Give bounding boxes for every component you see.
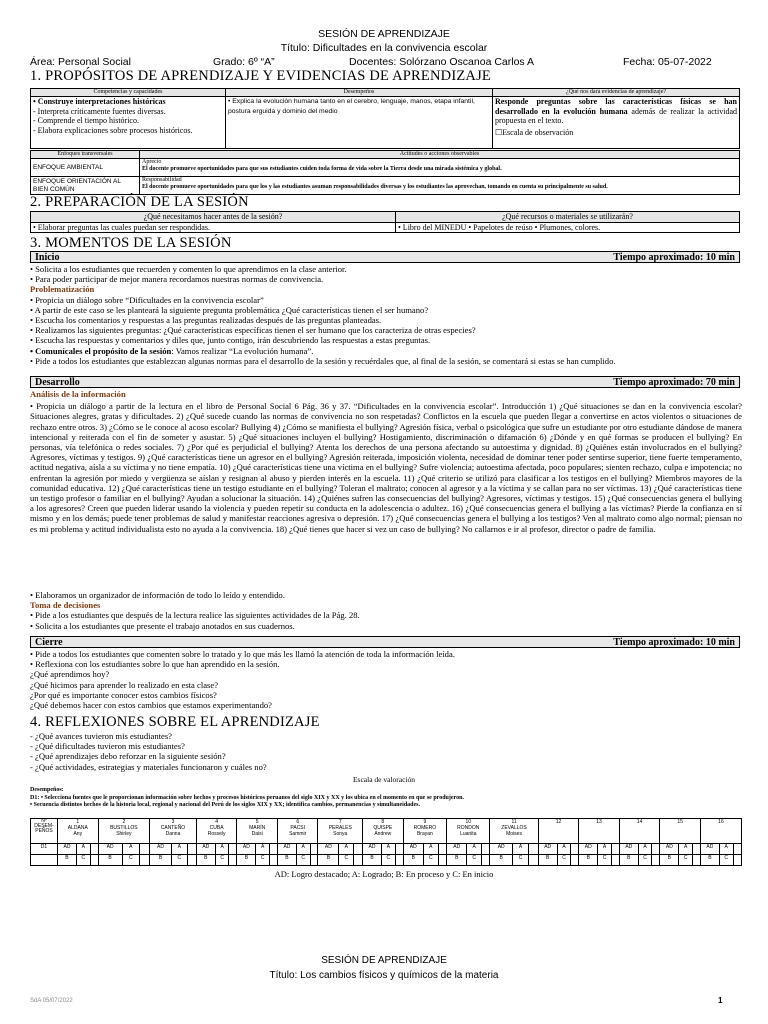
desarrollo-content: [30, 389, 742, 534]
toma-heading: Toma de decisiones: [30, 600, 101, 611]
score-cell: B: [150, 855, 172, 866]
toma-line: • Solicita a los estudiantes que presente el trabajo anotados en sus cuadernos.: [30, 620, 295, 631]
evidencias-cell: [493, 97, 740, 149]
score-cell: C: [557, 855, 571, 866]
score-cell: [90, 844, 98, 855]
escala-title: Escala de valoración: [352, 775, 416, 784]
score-cell: A: [256, 844, 270, 855]
student-firstname: Rossely: [207, 831, 226, 837]
student-header: [318, 819, 363, 844]
student-header: [58, 819, 99, 844]
student-header: [700, 819, 741, 844]
student-number: 15: [677, 819, 683, 825]
score-cell: B: [403, 855, 423, 866]
dev-paragraph: • Propicia un diálogo a partir de la lectura en el libro de Personal Social 6 Pág. 36 y 37. “Dificultades en la convivencia escolar”. Introducción 1) ¿Qué situaciones se dan en la convivencia escolar? Situaciones alegres, gratas y dificultades. 2) ¿Qué sucede cuando las normas de convivencia no son respetadas? Conflictos en la escuela que pueden llegar a convertirse en actos violentos o situaciones de rechazo entre otros. 3) ¿Cómo se le conoce al acoso escolar? Bullying 4) ¿Cómo se manifiesta el bullying? Agresión física, verbal o psicológica que sufre un estudiante por otro estudiante dándose de manera intencional y reiterada con el fin de someter y asustar. 5) ¿Qué situaciones incluyen el bullying? Hostigamiento, discriminación o difamación 6) ¿Dónde y en qué formas se producen el bullying? En personas, vía telefónica o redes sociales. 7) ¿Por qué es perjudicial el bullying? Atenta los derechos de una persona afectando su autoestima y dignidad. 8) ¿Quiénes están involucrados en el bullying? Agresores, víctimas y testigos. 9) ¿Qué características tiene un agresor en el bullying? Agresión reiterada, imposición violenta, necesidad de dominar tener poder sentirse superior, tiene fuerte temperamento, actitud negativa, aísla a su víctima y no tiene empatía. 10) ¿Qué características tiene una víctima en el bullying? Sufre violencia; autoestima afectada, poco populares; sienten rechazo, culpa e impotencia; no enfrentan la agresión por miedo y vergüenza se aíslan y resignan al abuso y pierden interés en la escuela. 11) ¿Qué criterio se utilizó para clasificar a los testigos en el bullying? Miembros mayores de la comunidad educativa. 12) ¿Qué características tiene un testigo estudiante en el bullying? Toleran el maltrato; conocen al agresor y a la víctima y se callan para no ser víctimas. 13) ¿Qué características tiene un testigo profesor o familiar en el bullying? Ayudan a solucionar la situación. 14) ¿Quiénes sufren las consecuencias del bullying? Agresores, víctimas y testigos. 15) ¿Qué consecuencias genera el bullying a los agresores? Creen que pueden liderar usando la violencia y pueden repetir su conducta en la adolescencia o adultez. 16) ¿Qué consecuencias genera el bullying a las víctimas? Pierde la confianza en sí mismo y en los demás; puede tener problemas de salud y manifestar reacciones agresiva o depresión. 17) ¿Qué consecuencias genera el bullying a los testigos? Ven al maltrato como algo normal; piensan no es mi problema y actitud individualista esto no ayuda a la convivencia. 18) ¿Qué tienes que hacer si vez un caso de bullying? No callarnos e ir al profesor, director o padre de familia.: [30, 401, 742, 534]
score-cell: A: [467, 844, 482, 855]
student-number: 4: [215, 819, 218, 825]
score-cell: A: [679, 844, 693, 855]
area-label: Área: Personal Social: [30, 56, 131, 68]
score-row-label: [31, 855, 58, 866]
student-firstname: Luanita: [460, 831, 477, 837]
score-cell: AD: [447, 844, 467, 855]
competencias-cell: [31, 97, 226, 149]
capacidad-item: - Comprende el tiempo histórico.: [33, 116, 139, 125]
organizador-line: • Elaboramos un organizador de información de todo lo leído y entendido.: [30, 590, 285, 600]
score-cell: B: [660, 855, 679, 866]
problematizacion-heading: Problematización: [30, 284, 95, 295]
evidencia-bold: Responde preguntas sobre las características físicas se han desarrollado en la evolución humana: [495, 97, 737, 116]
score-cell: B: [363, 855, 382, 866]
score-cell: A: [381, 844, 395, 855]
score-cell: [692, 844, 700, 855]
reflexion-line: - ¿Qué actividades, estrategias y materiales funcionaron y cuáles no?: [30, 761, 267, 772]
score-cell: B: [579, 855, 598, 866]
grade-label: Grado: 6º “A”: [213, 56, 275, 68]
score-cell: [733, 855, 741, 866]
score-cell: [229, 855, 237, 866]
col-enfoques: Enfoques transversales: [31, 151, 140, 159]
student-surname: PERALES: [328, 825, 352, 831]
student-surname: PACSI: [290, 825, 306, 831]
score-cell: [733, 844, 741, 855]
capacidad-item: - Elabora explicaciones sobre procesos históricos.: [33, 125, 193, 135]
page-number: 1: [718, 996, 723, 1005]
inicio-bar: [30, 251, 740, 263]
score-cell: AD: [660, 844, 679, 855]
student-header: [237, 819, 278, 844]
student-header: [150, 819, 197, 844]
competencia-title: • Construye interpretaciones históricas: [33, 97, 166, 106]
student-number: 9: [423, 819, 427, 825]
student-header: [619, 819, 660, 844]
score-body: [31, 819, 742, 866]
normas-line: • Pide a todos los estudiantes que establezcan algunas normas para el desarrollo de la sesión y recuérdales que, al final de la sesión, se comentará si estas se han cumplido.: [30, 355, 616, 366]
prob-line: • Propicia un diálogo sobre “Dificultades en la convivencia escolar”: [30, 294, 264, 305]
score-cell: [354, 844, 363, 855]
student-number: 5: [255, 819, 259, 825]
student-firstname: Shirley: [116, 831, 132, 837]
section-4-heading: 4. REFLEXIONES SOBRE EL APRENDIZAJE: [30, 714, 320, 730]
score-cell: B: [318, 855, 339, 866]
session-label: SESIÓN DE APRENDIZAJE: [318, 28, 450, 40]
score-cell: A: [171, 844, 187, 855]
bien-text: El docente promueve oportunidades para que los y las estudiantes asuman responsabilidades diversas y los estudiantes las aprovechan, tomando en cuenta su principalmente su salud.: [142, 184, 608, 190]
prep-question-2: ¿Qué recursos o materiales se utilizarán?: [396, 212, 740, 223]
score-cell: [529, 844, 538, 855]
score-cell: B: [237, 855, 256, 866]
student-number: 2: [122, 819, 126, 825]
score-cell: B: [700, 855, 719, 866]
date-label: Fecha: 05-07-2022: [623, 56, 712, 68]
inicio-line: • Para poder participar de mejor manera recordamos nuestras normas de convivencia.: [30, 274, 324, 285]
score-cell: C: [215, 855, 229, 866]
score-cell: C: [256, 855, 270, 866]
score-cell: [140, 855, 150, 866]
score-cell: AD: [700, 844, 719, 855]
reflexion-line: - ¿Qué dificultades tuvieron mis estudiantes?: [30, 741, 185, 752]
score-cell: [529, 855, 538, 866]
score-cell: AD: [98, 844, 122, 855]
enfoque-bien-comun: ENFOQUE ORIENTACIÓN AL BIEN COMÚN: [31, 177, 140, 195]
score-cell: C: [719, 855, 733, 866]
desarrollo-label: Desarrollo: [35, 377, 80, 388]
prob-line: • Escucha las respuestas y comentarios y diles que, junto contigo, irán descubriendo las respuestas a estas preguntas.: [30, 335, 431, 346]
student-surname: ALDANA: [67, 825, 88, 831]
proposito-line: [30, 346, 742, 356]
score-cell: AD: [403, 844, 423, 855]
cierre-line: • Pide a todos los estudiantes que comenten sobre lo tratado y lo que más les llamó la atención de toda la información leída.: [30, 649, 455, 659]
score-cell: [611, 855, 619, 866]
student-header: [98, 819, 150, 844]
toma-content: [30, 590, 742, 631]
score-cell: [438, 844, 447, 855]
cierre-bar: [30, 636, 740, 648]
student-number: 11: [511, 819, 517, 825]
score-cell: B: [98, 855, 122, 866]
prep-answer-2: • Libro del MINEDU • Papelotes de reúso • Plumones, colores.: [396, 222, 740, 233]
score-cell: [395, 844, 403, 855]
prob-line: • Realizamos las siguientes preguntas: ¿Qué características específicas tienen el ser humano que los caracteriza de otras especies?: [30, 325, 476, 336]
score-cell: [395, 855, 403, 866]
student-header: [447, 819, 490, 844]
student-header: [538, 819, 579, 844]
score-cell: AD: [619, 844, 638, 855]
score-cell: C: [381, 855, 395, 866]
inicio-line: • Solicita a los estudiantes que recuerden y comenten lo que aprendimos en la clase anterior.: [30, 264, 347, 274]
score-cell: AD: [538, 844, 557, 855]
score-cell: C: [423, 855, 438, 866]
col-competencias: Competencias y capacidades: [31, 89, 226, 97]
score-row-label: D1: [31, 844, 58, 855]
cierre-content: [30, 649, 742, 710]
ambiental-label: Aprecio: [142, 159, 162, 165]
student-header: [579, 819, 620, 844]
score-cell: C: [171, 855, 187, 866]
student-firstname: Brayan: [416, 831, 433, 837]
next-session-title: Título: Los cambios físicos y químicos de la materia: [269, 970, 499, 981]
student-firstname: Any: [73, 831, 83, 837]
student-surname: CANTEÑO: [160, 825, 186, 831]
toma-line: • Pide a los estudiantes que después de la lectura realice las siguientes actividades de la Pág. 28.: [30, 610, 360, 621]
score-cell: [187, 855, 196, 866]
score-cell: AD: [579, 844, 598, 855]
score-corner: Nº DESEM- PEÑOS: [31, 819, 58, 844]
cierre-line: ¿Qué hicimos para aprender lo realizado en esta clase?: [30, 679, 219, 690]
capacidad-item: - Interpreta críticamente fuentes diversas.: [33, 106, 166, 116]
score-cell: [571, 844, 579, 855]
score-cell: A: [215, 844, 229, 855]
proposito-bold: • Comunícales el propósito de la sesión: [30, 345, 172, 356]
analisis-heading: Análisis de la información: [30, 389, 126, 399]
student-surname: ROMERO: [413, 825, 437, 831]
score-cell: AD: [490, 844, 513, 855]
score-cell: [270, 844, 278, 855]
student-number: 1: [76, 819, 80, 825]
student-number: 14: [636, 819, 643, 825]
ambiental-cell: [140, 159, 740, 177]
cierre-line: ¿Por qué es importante conocer estos cambios físicos?: [30, 689, 217, 700]
score-cell: B: [490, 855, 513, 866]
desempenos-label: Desempeños:: [30, 787, 64, 793]
desarrollo-time: Tiempo aproximado: 70 min: [613, 377, 735, 388]
col-evidencias: ¿Qué nos dará evidencias de aprendizaje?: [493, 89, 740, 97]
score-cell: AD: [318, 844, 339, 855]
reflexion-line: - ¿Qué aprendizajes debo reforzar en la siguiente sesión?: [30, 751, 226, 762]
score-cell: AD: [277, 844, 296, 855]
cierre-label: Cierre: [35, 637, 63, 648]
score-cell: A: [598, 844, 612, 855]
cierre-line: ¿Qué aprendimos hoy?: [30, 669, 110, 680]
score-cell: [438, 855, 447, 866]
score-row: [31, 855, 742, 866]
student-number: 13: [596, 819, 602, 825]
prob-line: • Escucha los comentarios y respuestas a las preguntas realizadas después de las preguntas planteadas.: [30, 315, 382, 326]
bien-comun-cell: [140, 177, 740, 195]
score-cell: A: [76, 844, 90, 855]
teachers-label: Docentes: Solórzano Oscanoa Carlos A: [349, 56, 535, 68]
escala-desempenos: [30, 787, 740, 810]
score-cell: A: [122, 844, 139, 855]
score-cell: C: [76, 855, 90, 866]
score-cell: [652, 855, 660, 866]
section-1-heading: 1. PROPÓSITOS DE APRENDIZAJE Y EVIDENCIAS DE APRENDIZAJE: [30, 68, 491, 84]
score-cell: A: [339, 844, 354, 855]
student-surname: BUSTILLOS: [110, 825, 138, 831]
score-cell: [187, 844, 196, 855]
score-cell: [652, 844, 660, 855]
prep-answer-1: • Elaborar preguntas las cuales puedan ser respondidas.: [31, 222, 396, 233]
score-table: [30, 818, 742, 866]
score-cell: [270, 855, 278, 866]
score-cell: [140, 844, 150, 855]
desempeno-d1: D1: • Selecciona fuentes que le proporcionan información sobre hechos y procesos históricos peruanos del siglo XIX y XX y los ubica en el momento en que se produjeron.: [30, 794, 464, 801]
proposito-rest: : Vamos realizar “La evolución humana”.: [171, 345, 314, 356]
student-header: [660, 819, 701, 844]
col-actitudes: Actitudes o acciones observables: [140, 151, 740, 159]
score-cell: C: [467, 855, 482, 866]
score-cell: [481, 844, 489, 855]
student-firstname: Moises: [506, 831, 522, 837]
desarrollo-bar: [30, 376, 740, 388]
enfoque-ambiental: ENFOQUE AMBIENTAL: [31, 159, 140, 177]
score-row: [31, 844, 742, 855]
student-surname: MARÍN: [249, 825, 266, 831]
score-cell: [692, 855, 700, 866]
preparation-table: [30, 211, 740, 233]
score-cell: A: [719, 844, 733, 855]
score-cell: A: [638, 844, 652, 855]
score-cell: A: [423, 844, 438, 855]
student-surname: QUISPE: [373, 825, 393, 831]
instrumento: ☐Escala de observación: [495, 127, 574, 137]
enfoques-table: [30, 150, 740, 195]
next-session-label: SESIÓN DE APRENDIZAJE: [321, 955, 447, 966]
student-firstname: Sammir: [289, 831, 307, 837]
inicio-content: [30, 264, 742, 366]
score-cell: [571, 855, 579, 866]
score-cell: [90, 855, 98, 866]
score-cell: AD: [150, 844, 172, 855]
student-number: 16: [718, 819, 724, 825]
student-header: [363, 819, 404, 844]
student-firstname: Danna: [165, 831, 181, 837]
score-cell: C: [296, 855, 310, 866]
desempeno-cell: • Explica la evolución humana tanto en el cerebro, lenguaje, manos, etapa infantil, postura erguida y dominio del medio: [226, 97, 493, 149]
reflexion-line: - ¿Qué avances tuvieron mis estudiantes?: [30, 731, 172, 741]
desempeno-d2: • Secuencia distintos hechos de la historia local, regional y nacional del Perú de los siglos XIX y XX; identifica cambios, permanencias y simultaneidades.: [30, 802, 420, 808]
footer-left: SdA 05/07/2022: [30, 998, 73, 1004]
score-cell: [611, 844, 619, 855]
student-surname: CUBA: [209, 825, 224, 831]
student-firstname: Sonya: [333, 831, 348, 837]
section-2-heading: 2. PREPARACIÓN DE LA SESIÓN: [30, 194, 249, 210]
score-cell: C: [122, 855, 139, 866]
cierre-line: ¿Qué debemos hacer con estos cambios que estamos experimentando?: [30, 700, 272, 711]
score-cell: B: [619, 855, 638, 866]
student-header: [277, 819, 318, 844]
student-number: 3: [171, 819, 175, 825]
student-number: 7: [338, 819, 342, 825]
score-cell: B: [196, 855, 215, 866]
score-cell: C: [339, 855, 354, 866]
score-cell: AD: [58, 844, 77, 855]
score-cell: B: [447, 855, 467, 866]
student-number: 6: [296, 819, 300, 825]
score-cell: AD: [363, 844, 382, 855]
ambiental-text: El docente promueve oportunidades para que sus estudiantes cuiden toda forma de vida sobre la Tierra desde una mirada sistémica y global.: [142, 166, 502, 172]
student-surname: ZEVALLOS: [501, 825, 527, 831]
student-firstname: Andrew: [374, 831, 392, 837]
section-3-heading: 3. MOMENTOS DE LA SESIÓN: [30, 235, 232, 251]
student-header: [403, 819, 447, 844]
score-cell: AD: [196, 844, 215, 855]
student-header: [490, 819, 538, 844]
score-cell: [481, 855, 489, 866]
score-cell: C: [598, 855, 612, 866]
score-header-row: [31, 819, 742, 844]
escala-legend: AD: Logro destacado; A: Logrado; B: En proceso y C: En inicio: [274, 869, 494, 879]
info-row: [30, 56, 740, 68]
col-desempenos: Desempeños: [226, 89, 493, 97]
student-number: 12: [555, 819, 562, 825]
score-cell: [310, 855, 318, 866]
student-number: 10: [465, 819, 472, 825]
student-firstname: Daisi: [251, 831, 263, 837]
evidencia-rest: además de realizar la actividad propuesta en el texto.: [495, 106, 737, 125]
score-cell: A: [557, 844, 571, 855]
prob-line: • A partir de este caso se les planteará la siguiente pregunta problemática ¿Qué características tienen el ser humano?: [30, 304, 429, 315]
score-cell: C: [638, 855, 652, 866]
score-cell: [229, 844, 237, 855]
cierre-line: • Reflexiona con los estudiantes sobre lo que han aprendido en la sesión.: [30, 659, 280, 670]
score-cell: A: [296, 844, 310, 855]
student-surname: RONDON: [457, 825, 480, 831]
student-number: 8: [381, 819, 385, 825]
reflexiones-content: [30, 731, 742, 772]
score-cell: AD: [237, 844, 256, 855]
score-cell: C: [512, 855, 528, 866]
inicio-label: Inicio: [35, 252, 60, 263]
cierre-time: Tiempo aproximado: 10 min: [613, 637, 735, 648]
student-header: [196, 819, 237, 844]
score-cell: [310, 844, 318, 855]
score-cell: A: [512, 844, 528, 855]
inicio-time: Tiempo aproximado: 10 min: [613, 252, 735, 263]
score-cell: B: [277, 855, 296, 866]
prep-question-1: ¿Qué necesitamos hacer antes de la sesión?: [31, 212, 396, 223]
score-cell: [354, 855, 363, 866]
bien-label: Responsabilidad: [142, 177, 182, 183]
score-cell: B: [538, 855, 557, 866]
score-cell: B: [58, 855, 77, 866]
score-cell: C: [679, 855, 693, 866]
session-title: Título: Dificultades en la convivencia escolar: [280, 42, 488, 54]
purposes-table: [30, 88, 740, 149]
